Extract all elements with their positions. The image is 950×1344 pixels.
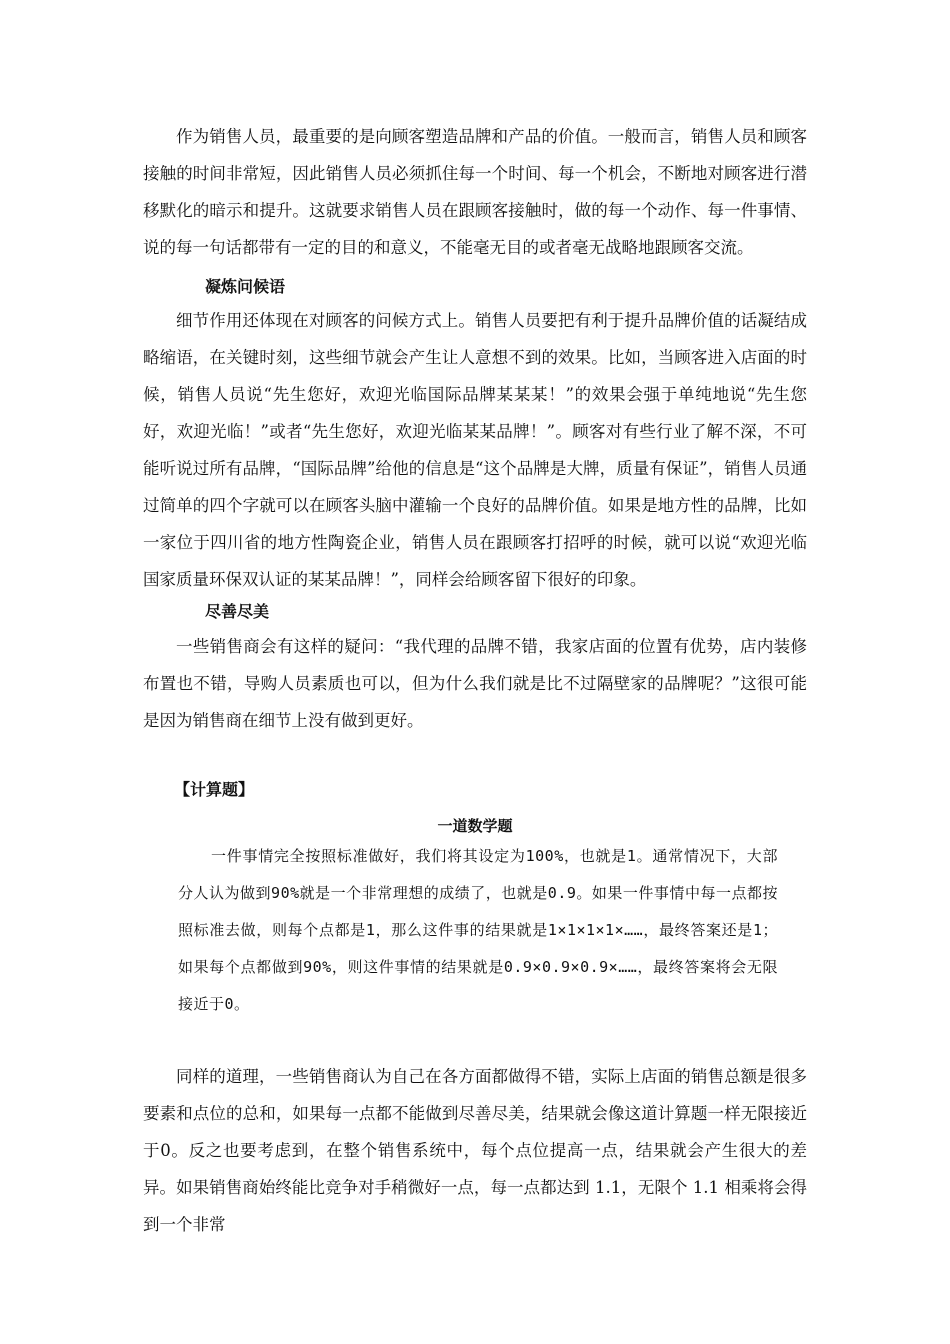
intro-paragraph: 作为销售人员，最重要的是向顾客塑造品牌和产品的价值。一般而言，销售人员和顾客接触的时间非常短，因此销售人员必须抓住每一个时间、每一个机会，不断地对顾客进行潜移默化的暗示和提升。这就要求销售人员在跟顾客接触时，做的每一个动作、每一件事情、说的每一句话都带有一定的目的和意义，不能毫无目的或者毫无战略地跟顾客交流。: [143, 127, 807, 257]
section-label-calculation: 【计算题】: [174, 780, 255, 799]
heading-perfection: 尽善尽美: [205, 602, 270, 621]
perfection-paragraph: 一些销售商会有这样的疑问：“我代理的品牌不错，我家店面的位置有优势，店内装修布置也不错，导购人员素质也可以，但为什么我们就是比不过隔壁家的品牌呢？”这很可能是因为销售商在细节上没有做到更好。: [143, 637, 807, 730]
math-problem-text: 一件事情完全按照标准做好，我们将其设定为100%，也就是1。通常情况下，大部分人认为做到90%就是一个非常理想的成绩了，也就是0.9。如果一件事情中每一点都按照标准去做，则每个点都是1，那么这件事的结果就是1×1×1×1×……，最终答案还是1；如果每个点都做到90%，则这件事情的结果就是0.9×0.9×0.9×……，最终答案将会无限接近于0。: [178, 847, 778, 1013]
heading-greeting: 凝炼问候语: [205, 277, 286, 296]
greeting-paragraph: 细节作用还体现在对顾客的问候方式上。销售人员要把有利于提升品牌价值的话凝结成略缩语，在关键时刻，这些细节就会产生让人意想不到的效果。比如，当顾客进入店面的时候，销售人员说“先生您好，欢迎光临国际品牌某某某！”的效果会强于单纯地说“先生您好，欢迎光临！”或者“先生您好，欢迎光临某某品牌！”。顾客对有些行业了解不深，不可能听说过所有品牌，“国际品牌”给他的信息是“这个品牌是大牌，质量有保证”，销售人员通过简单的四个字就可以在顾客头脑中灌输一个良好的品牌价值。如果是地方性的品牌，比如一家位于四川省的地方性陶瓷企业，销售人员在跟顾客打招呼的时候，就可以说“欢迎光临国家质量环保双认证的某某品牌！”，同样会给顾客留下很好的印象。: [143, 311, 807, 589]
math-problem-title: 一道数学题: [437, 817, 513, 835]
conclusion-paragraph: 同样的道理，一些销售商认为自己在各方面都做得不错，实际上店面的销售总额是很多要素和点位的总和，如果每一点都不能做到尽善尽美，结果就会像这道计算题一样无限接近于0。反之也要考虑到，在整个销售系统中，每个点位提高一点，结果就会产生很大的差异。如果销售商始终能比竞争对手稍微好一点，每一点都达到 1.1，无限个 1.1 相乘将会得到一个非常: [143, 1067, 807, 1234]
